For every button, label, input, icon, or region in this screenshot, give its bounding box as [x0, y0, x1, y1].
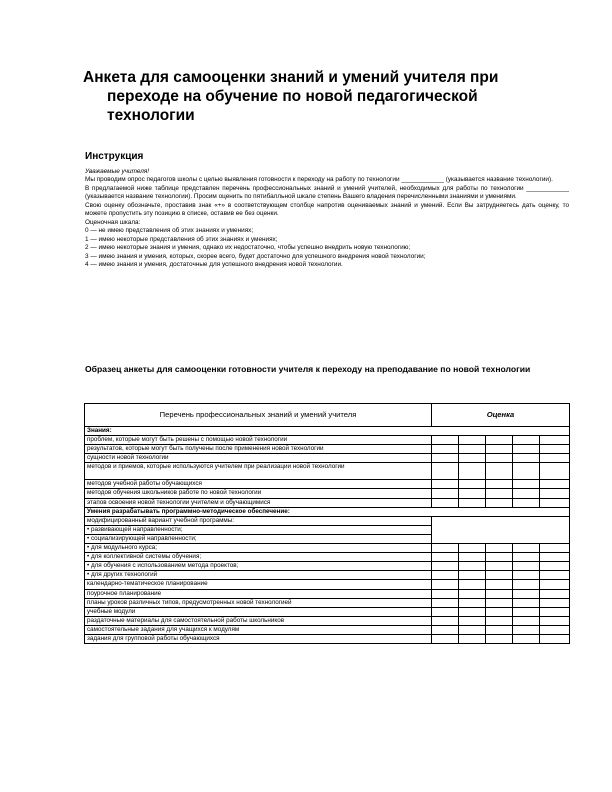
score-cell[interactable]	[486, 616, 513, 625]
score-cell[interactable]	[432, 571, 459, 580]
skill-label: • для модульного курса;	[85, 544, 432, 553]
score-cell[interactable]	[513, 634, 540, 643]
skill-label: • социализирующей направленности;	[85, 534, 432, 543]
table-row	[85, 598, 570, 607]
score-cell[interactable]	[459, 445, 486, 454]
skill-label: проблем, которые могут быть решены с помощью новой технологии	[85, 436, 432, 445]
score-cell[interactable]	[540, 436, 570, 445]
score-cell[interactable]	[540, 489, 570, 498]
score-cell[interactable]	[486, 498, 513, 507]
score-cell[interactable]	[540, 498, 570, 507]
score-cell[interactable]	[540, 625, 570, 634]
score-cell[interactable]	[459, 634, 486, 643]
score-cell[interactable]	[486, 436, 513, 445]
score-cell[interactable]	[432, 634, 459, 643]
self-assessment-table	[84, 403, 570, 644]
skill-label: • для других технологий	[85, 571, 432, 580]
score-cell[interactable]	[459, 498, 486, 507]
score-cell[interactable]	[432, 589, 459, 598]
score-cell[interactable]	[432, 445, 459, 454]
scale-item: 0 — не имею представления об этих знаниях и умениях;	[85, 227, 254, 235]
score-cell[interactable]	[513, 445, 540, 454]
score-cell[interactable]	[432, 607, 459, 616]
score-cell[interactable]	[432, 598, 459, 607]
score-cell[interactable]	[459, 625, 486, 634]
scale-item: 4 — имею знания и умения, достаточные для успешного внедрения новой технологии.	[85, 260, 343, 268]
table-row	[85, 571, 570, 580]
skill-label: результатов, которые могут быть получены после применения новой технологии	[85, 445, 432, 454]
table-row	[85, 589, 570, 598]
score-cell[interactable]	[540, 454, 570, 463]
table-row	[85, 553, 570, 562]
score-cell[interactable]	[486, 544, 513, 553]
skill-label: методов и приемов, которые используются учителем при реализации новой технологии	[85, 463, 432, 480]
score-cell[interactable]	[513, 580, 540, 589]
score-cell[interactable]	[513, 454, 540, 463]
score-cell[interactable]	[432, 454, 459, 463]
score-cell[interactable]	[540, 445, 570, 454]
score-cell[interactable]	[486, 598, 513, 607]
scale-item: 2 — имею некоторые знания и умения, однако их недостаточно, чтобы успешно внедрить новую технологию;	[85, 244, 411, 252]
score-cell[interactable]	[459, 463, 486, 480]
score-cell[interactable]	[486, 553, 513, 562]
scale-title: Оценочная шкала:	[85, 218, 141, 226]
score-cell[interactable]	[486, 625, 513, 634]
skill-label: методов учебной работы обучающихся	[85, 480, 432, 489]
intro-paragraph: Мы проводим опрос педагогов школы с целью выявления готовности к переходу на работу по технологии ____________ (указывается название технологии).	[85, 176, 553, 184]
score-cell[interactable]	[432, 544, 459, 553]
score-cell[interactable]	[459, 454, 486, 463]
scale-item: 3 — имею знания и умения, которых, скорее всего, будет достаточно для успешного внедрения новой технологии;	[85, 252, 426, 260]
instruction-heading: Инструкция	[85, 151, 144, 162]
skill-label: самостоятельные задания для учащихся к модулям	[85, 625, 432, 634]
table-row	[85, 436, 570, 445]
score-cell[interactable]	[432, 480, 459, 489]
skill-label: календарно-тематическое планирование	[85, 580, 432, 589]
skill-label: • развивающей направленности;	[85, 525, 432, 534]
score-cell[interactable]	[540, 616, 570, 625]
score-cell[interactable]	[513, 498, 540, 507]
score-cell[interactable]	[432, 616, 459, 625]
score-cell[interactable]	[432, 580, 459, 589]
score-cell[interactable]	[540, 634, 570, 643]
score-cell[interactable]	[486, 445, 513, 454]
instruction-text	[85, 168, 569, 269]
score-cell[interactable]	[432, 553, 459, 562]
score-cell[interactable]	[459, 616, 486, 625]
group-label: Умения разрабатывать программно-методическое обеспечение:	[85, 507, 570, 516]
score-cell[interactable]	[486, 571, 513, 580]
table-row	[85, 516, 570, 525]
table-row	[85, 463, 570, 480]
skill-label: поурочное планирование	[85, 589, 432, 598]
table-row	[85, 580, 570, 589]
score-cell[interactable]	[432, 625, 459, 634]
score-cell[interactable]	[513, 616, 540, 625]
greeting: Уважаемые учителя!	[85, 168, 150, 175]
score-cell[interactable]	[540, 598, 570, 607]
group-label: Знания:	[85, 427, 570, 436]
table-row	[85, 480, 570, 489]
table-body	[85, 427, 570, 644]
score-cell[interactable]	[432, 498, 459, 507]
score-cell[interactable]	[459, 544, 486, 553]
skill-label: планы уроков различных типов, предусмотренных новой технологией	[85, 598, 432, 607]
skill-label: методов обучения школьников работе по новой технологии	[85, 489, 432, 498]
score-cell[interactable]	[486, 562, 513, 571]
score-cell[interactable]	[540, 463, 570, 480]
header-score: Оценка	[432, 404, 570, 427]
table-row	[85, 445, 570, 454]
score-cell[interactable]	[486, 463, 513, 480]
score-cell[interactable]	[540, 607, 570, 616]
table-row	[85, 489, 570, 498]
skill-label: • для коллективной системы обучения;	[85, 553, 432, 562]
table-group-row	[85, 507, 570, 516]
score-cell[interactable]	[513, 436, 540, 445]
score-cell[interactable]	[486, 480, 513, 489]
intro-paragraph: Свою оценку обозначьте, проставив знак «+» в соответствующем столбце напротив оцениваемых знаний и умений. Если Вы затрудняетесь дать оценку, то можете пропустить эту позицию в списке, оставив ее без оценки.	[85, 201, 569, 218]
page-title-line: технологии	[107, 107, 195, 124]
score-cell[interactable]	[432, 463, 459, 480]
skill-label: • для обучения с использованием метода проектов;	[85, 562, 432, 571]
table-row	[85, 454, 570, 463]
score-cell[interactable]	[513, 463, 540, 480]
score-cell[interactable]	[486, 580, 513, 589]
score-cell[interactable]	[513, 562, 540, 571]
table-row	[85, 544, 570, 553]
score-cell[interactable]	[513, 598, 540, 607]
score-cell[interactable]	[486, 454, 513, 463]
score-cell[interactable]	[540, 562, 570, 571]
score-cell[interactable]	[486, 489, 513, 498]
table-group-row	[85, 427, 570, 436]
page-title-line: переходе на обучение по новой педагогической	[107, 88, 478, 105]
score-cell[interactable]	[486, 634, 513, 643]
score-cell[interactable]	[459, 580, 486, 589]
skill-label: задания для групповой работы обучающихся	[85, 634, 432, 643]
score-cell[interactable]	[459, 436, 486, 445]
table-row	[85, 607, 570, 616]
score-cell[interactable]	[432, 489, 459, 498]
skill-label: модифицированный вариант учебной программы:	[85, 516, 432, 525]
score-cell[interactable]	[540, 589, 570, 598]
score-cell[interactable]	[513, 571, 540, 580]
score-cell[interactable]	[459, 480, 486, 489]
score-cell[interactable]	[513, 544, 540, 553]
score-cell[interactable]	[486, 589, 513, 598]
score-cell[interactable]	[459, 553, 486, 562]
score-cell[interactable]	[513, 553, 540, 562]
score-cell[interactable]	[459, 598, 486, 607]
score-cell-merged	[432, 516, 570, 543]
table-row	[85, 616, 570, 625]
table-row	[85, 562, 570, 571]
score-cell[interactable]	[540, 553, 570, 562]
skill-label: учебные модули	[85, 607, 432, 616]
score-cell[interactable]	[459, 607, 486, 616]
score-cell[interactable]	[459, 489, 486, 498]
header-skills-list: Перечень профессиональных знаний и умений учителя	[85, 404, 432, 427]
score-cell[interactable]	[459, 562, 486, 571]
sample-heading: Образец анкеты для самооценки готовности учителя к переходу на преподавание по новой технологии	[85, 364, 531, 374]
table-row	[85, 634, 570, 643]
score-cell[interactable]	[540, 544, 570, 553]
score-cell[interactable]	[459, 571, 486, 580]
score-cell[interactable]	[540, 571, 570, 580]
score-cell[interactable]	[513, 607, 540, 616]
page-title-line: Анкета для самооценки знаний и умений учителя при	[83, 69, 499, 86]
table-row	[85, 498, 570, 507]
score-cell[interactable]	[432, 562, 459, 571]
skill-label: этапов освоения новой технологии учителем и обучающимися	[85, 498, 432, 507]
score-cell[interactable]	[513, 589, 540, 598]
score-cell[interactable]	[486, 607, 513, 616]
skill-label: раздаточные материалы для самостоятельной работы школьников	[85, 616, 432, 625]
intro-paragraph: В предлагаемой ниже таблице представлен перечень профессиональных знаний и умений учителей, необходимых для работы по технологии ____________ (указывается название технологии). Просим оценить по пятибалльной шкале степень Вашего владения перечисленными знаниями и умениями.	[85, 184, 569, 201]
table-row	[85, 625, 570, 634]
score-cell[interactable]	[432, 436, 459, 445]
score-cell[interactable]	[459, 589, 486, 598]
score-cell[interactable]	[513, 489, 540, 498]
page-title	[83, 68, 523, 125]
table-header-row	[85, 404, 570, 427]
score-cell[interactable]	[540, 580, 570, 589]
score-cell[interactable]	[540, 480, 570, 489]
score-cell[interactable]	[513, 625, 540, 634]
score-cell[interactable]	[513, 480, 540, 489]
scale-item: 1 — имею некоторые представления об этих знаниях и умениях;	[85, 235, 278, 243]
skill-label: сущности новой технологии	[85, 454, 432, 463]
